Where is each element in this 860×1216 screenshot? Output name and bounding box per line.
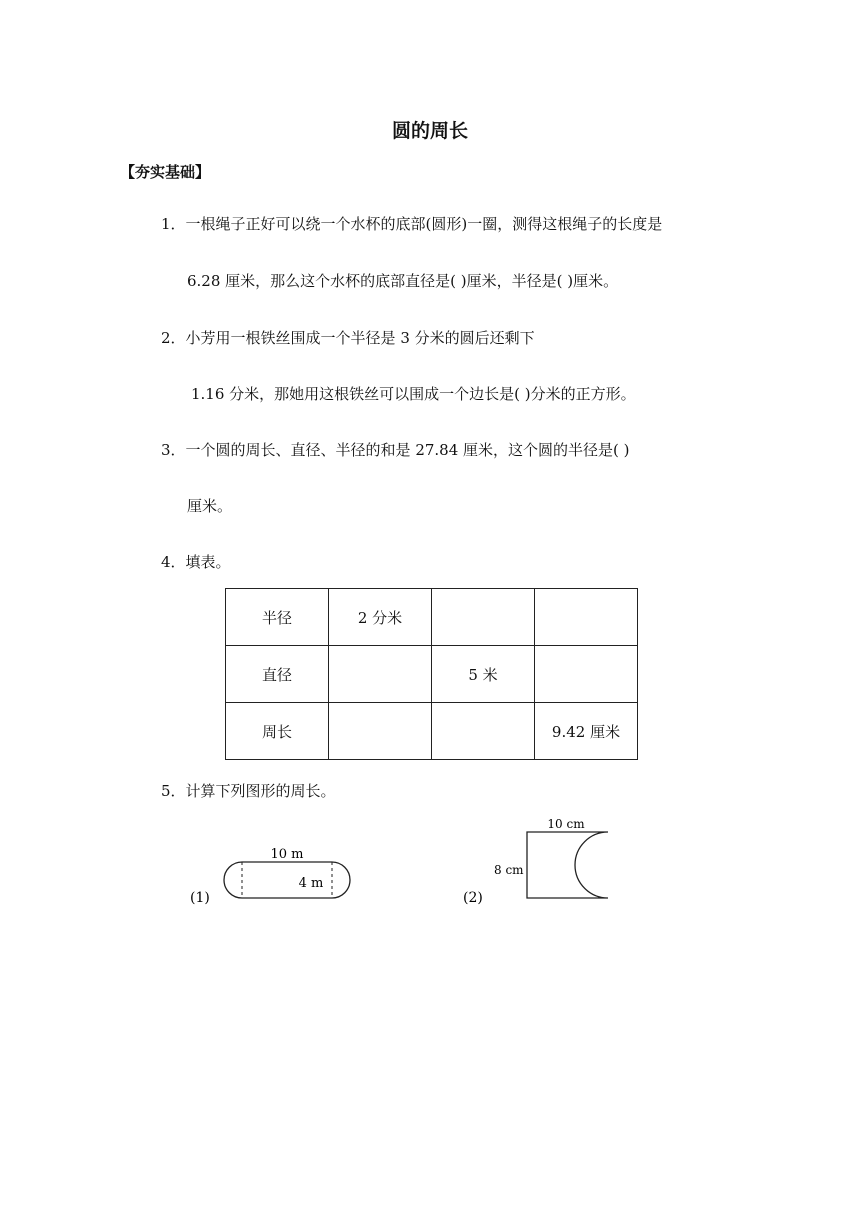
table-cell (432, 589, 535, 646)
table-cell (535, 646, 638, 703)
table-cell (329, 646, 432, 703)
section-heading: 【夯实基础】 (120, 163, 211, 181)
table-cell: 2 分米 (329, 589, 432, 646)
figure-1-stadium (185, 840, 365, 915)
question-5-label: 5．计算下列图形的周长。 (161, 782, 336, 800)
page-title: 圆的周长 (391, 120, 468, 142)
question-1-line-2: 6.28 厘米，那么这个水杯的底部直径是( )厘米，半径是( )厘米。 (187, 272, 619, 290)
table-cell: 半径 (226, 589, 329, 646)
table-row (226, 646, 638, 703)
question-3-line-1: 3．一个圆的周长、直径、半径的和是 27.84 厘米，这个圆的半径是( ) (161, 441, 630, 459)
table-cell: 周长 (226, 703, 329, 760)
table-cell (535, 589, 638, 646)
figure-1-width-label: 4 m (298, 876, 324, 891)
fill-in-table (225, 588, 638, 760)
table-cell: 9.42 厘米 (535, 703, 638, 760)
table-cell (329, 703, 432, 760)
figure-2-number: (2) (463, 890, 483, 906)
table-cell: 直径 (226, 646, 329, 703)
question-3-line-2: 厘米。 (187, 497, 233, 515)
table-cell (432, 703, 535, 760)
table-row (226, 589, 638, 646)
figure-2-top-label: 10 cm (547, 817, 585, 831)
figure-2-shape (460, 812, 620, 912)
question-2-line-1: 2．小芳用一根铁丝围成一个半径是 3 分米的圆后还剩下 (161, 329, 535, 347)
question-2-line-2: 1.16 分米，那她用这根铁丝可以围成一个边长是( )分米的正方形。 (191, 385, 636, 403)
table-cell: 5 米 (432, 646, 535, 703)
figure-1-number: (1) (190, 890, 210, 906)
figure-2-side-label: 8 cm (494, 863, 524, 877)
stadium-outline (224, 862, 350, 898)
question-1-line-1: 1．一根绳子正好可以绕一个水杯的底部(圆形)一圈，测得这根绳子的长度是 (161, 215, 663, 233)
shape-outline (527, 832, 608, 898)
table-row (226, 703, 638, 760)
figure-1-length-label: 10 m (270, 847, 304, 862)
question-4-label: 4．填表。 (161, 553, 231, 571)
